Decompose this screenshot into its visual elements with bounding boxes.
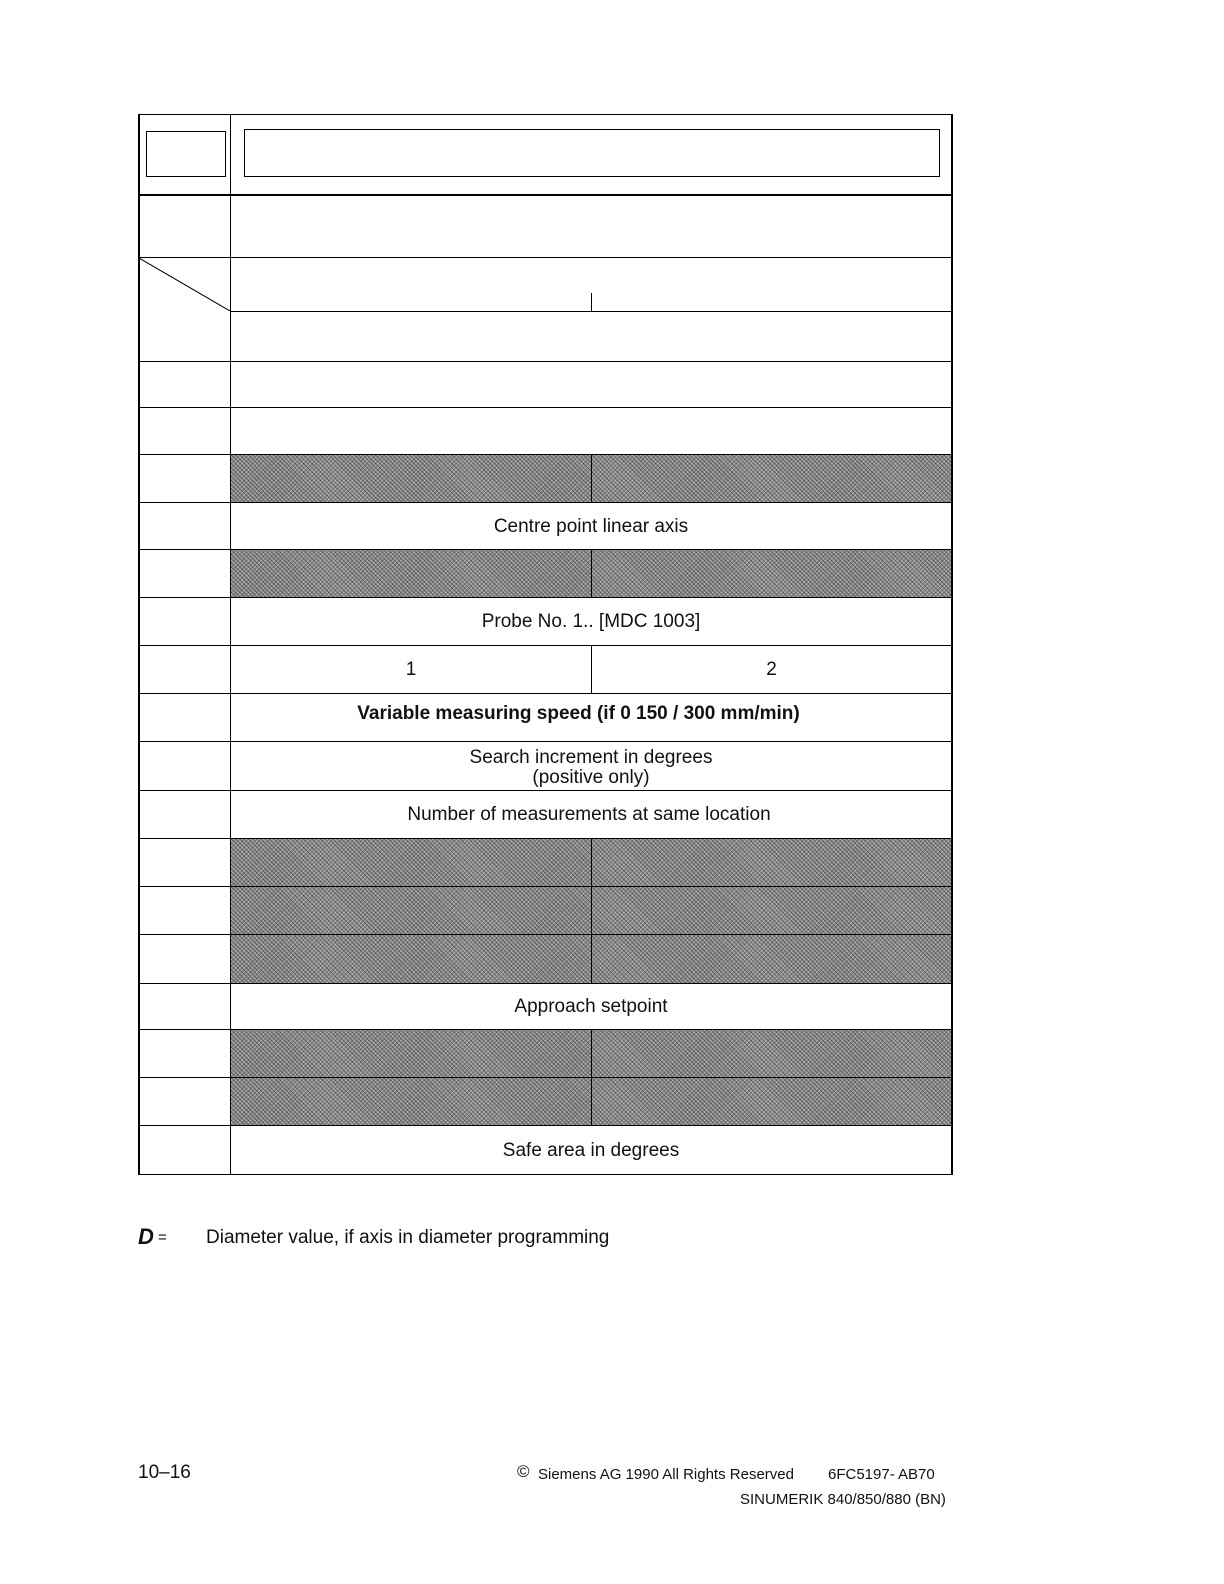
probe-column-1: 1 bbox=[405, 659, 417, 680]
header-title-box bbox=[244, 129, 940, 177]
column-divider bbox=[591, 839, 592, 983]
approach-setpoint-label: Approach setpoint bbox=[514, 996, 668, 1017]
row-separator bbox=[138, 361, 953, 362]
probe-column-2: 2 bbox=[766, 659, 777, 680]
row-separator bbox=[138, 194, 953, 196]
row-separator bbox=[230, 311, 953, 312]
diameter-note-text: Diameter value, if axis in diameter programming bbox=[206, 1227, 610, 1248]
copyright-text: Siemens AG 1990 All Rights Reserved bbox=[538, 1466, 794, 1483]
safe-area-label: Safe area in degrees bbox=[502, 1139, 680, 1161]
diameter-symbol: D bbox=[138, 1224, 154, 1249]
probe-number-label: Probe No. 1.. [MDC 1003] bbox=[481, 611, 701, 632]
page-number: 10–16 bbox=[138, 1462, 191, 1483]
row-separator bbox=[138, 257, 953, 258]
column-divider bbox=[591, 455, 592, 502]
table-top-border bbox=[138, 114, 953, 115]
column-divider bbox=[591, 1030, 592, 1125]
search-increment-label: Search increment in degrees bbox=[469, 747, 713, 768]
row-separator bbox=[138, 741, 953, 742]
copyright-icon: © bbox=[517, 1462, 530, 1481]
column-divider bbox=[591, 550, 592, 597]
order-number: 6FC5197- AB70 bbox=[828, 1466, 935, 1483]
equals-sign: = bbox=[158, 1229, 167, 1246]
table-bottom-border bbox=[138, 1174, 953, 1175]
search-increment-note: (positive only) bbox=[532, 767, 650, 788]
measuring-speed-label: Variable measuring speed (if 0 150 / 300 mm/min) bbox=[357, 702, 800, 724]
column-tick bbox=[591, 293, 592, 311]
header-code-box bbox=[146, 131, 226, 177]
row-separator bbox=[138, 407, 953, 408]
measurements-count-label: Number of measurements at same location bbox=[407, 804, 771, 825]
product-name: SINUMERIK 840/850/880 (BN) bbox=[740, 1491, 946, 1508]
diagonal-header-cell bbox=[139, 258, 230, 311]
centre-point-linear-axis-label: Centre point linear axis bbox=[493, 515, 689, 537]
